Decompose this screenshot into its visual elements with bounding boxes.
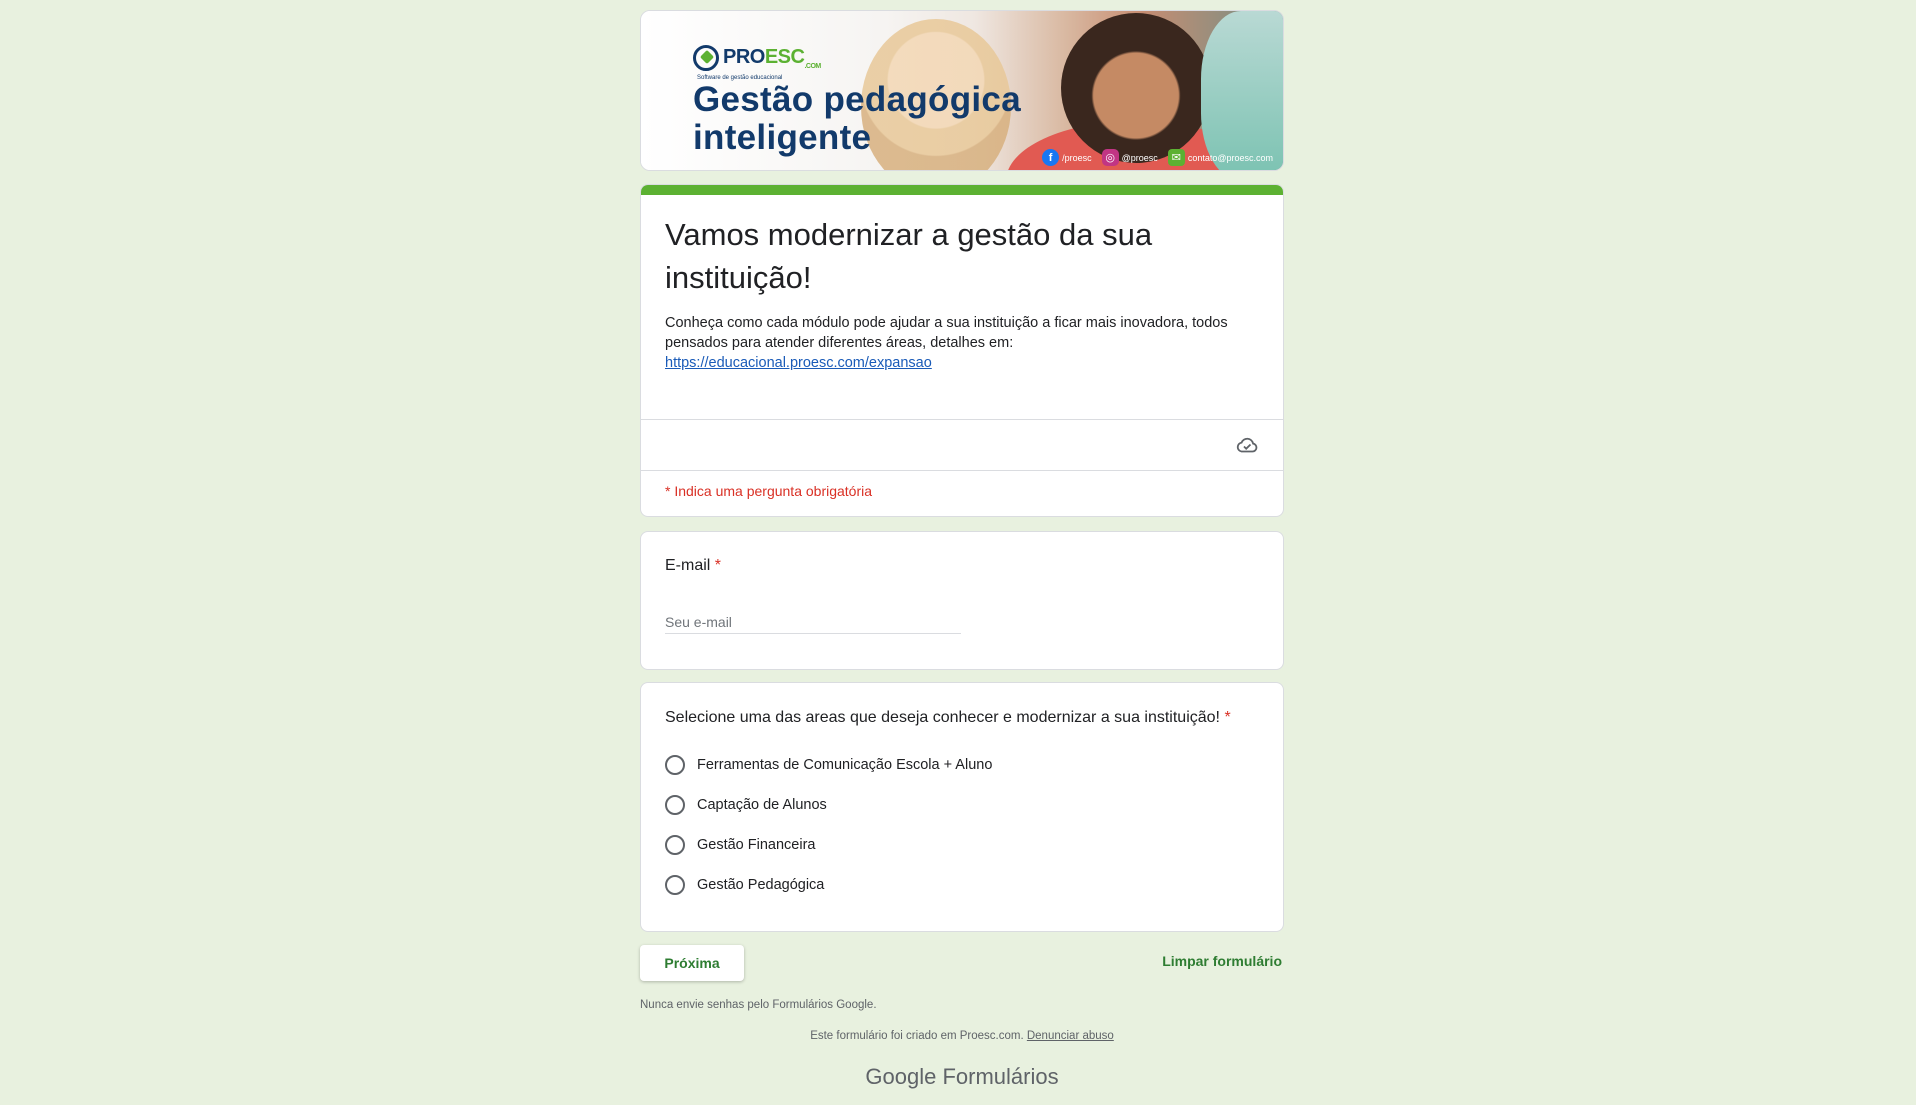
email-question-title: E-mail * <box>665 557 722 574</box>
radio-option[interactable]: Captação de Alunos <box>665 795 827 815</box>
banner-social: f /proesc ◎ @proesc ✉ contato@proesc.com <box>1042 149 1273 166</box>
divider <box>641 470 1283 471</box>
proesc-logo: $PROESC_{.COM}$ <box>693 45 821 71</box>
banner-photo-woman-curly <box>1061 13 1211 163</box>
radio-option[interactable]: Gestão Pedagógica <box>665 875 824 895</box>
google-forms-logo[interactable]: Google Formulários <box>865 1064 1059 1089</box>
form-banner <box>640 10 1284 171</box>
form-title: Vamos modernizar a gestão da sua instituição! <box>665 217 1153 295</box>
proesc-logo-icon <box>693 45 719 71</box>
form-header-card <box>640 184 1284 517</box>
area-question-title: Selecione uma das areas que deseja conhecer e modernizar a sua instituição! * <box>665 709 1231 726</box>
radio-button[interactable] <box>665 795 685 815</box>
radio-button[interactable] <box>665 875 685 895</box>
area-question-card <box>640 682 1284 932</box>
radio-option[interactable]: Gestão Financeira <box>665 835 815 855</box>
facebook-icon: f <box>1042 149 1059 166</box>
logo-tagline: Software de gestão educacional <box>697 75 783 81</box>
divider <box>641 419 1283 420</box>
clear-form-button[interactable]: Limpar formulário <box>1162 953 1282 969</box>
header-accent-bar <box>641 185 1283 195</box>
next-button[interactable]: Próxima <box>640 945 744 981</box>
required-note: * Indica uma pergunta obrigatória <box>665 483 873 499</box>
radio-option[interactable]: Ferramentas de Comunicação Escola + Aluno <box>665 755 992 775</box>
email-field[interactable] <box>665 610 961 634</box>
password-warning: Nunca envie senhas pelo Formulários Google. <box>640 999 877 1011</box>
report-abuse-link[interactable]: Denunciar abuso <box>1026 1030 1114 1042</box>
instagram-icon: ◎ <box>1102 149 1119 166</box>
description-link[interactable]: https://educacional.proesc.com/expansao <box>665 355 932 371</box>
form-description: Conheça como cada módulo pode ajudar a sua instituição a ficar mais inovadora, todos pensados para atender diferentes áreas, detalhes em: https://educacional.proesc.com/expansao <box>665 315 1228 371</box>
cloud-saved-icon[interactable] <box>1235 433 1259 457</box>
radio-button[interactable] <box>665 755 685 775</box>
banner-title: Gestão pedagógica inteligente <box>693 80 1021 157</box>
email-question-card <box>640 531 1284 670</box>
radio-button[interactable] <box>665 835 685 855</box>
banner-photo-man <box>1201 11 1284 171</box>
created-by-note: Este formulário foi criado em Proesc.com. Denunciar abuso <box>810 1030 1114 1042</box>
email-icon: ✉ <box>1168 149 1185 166</box>
